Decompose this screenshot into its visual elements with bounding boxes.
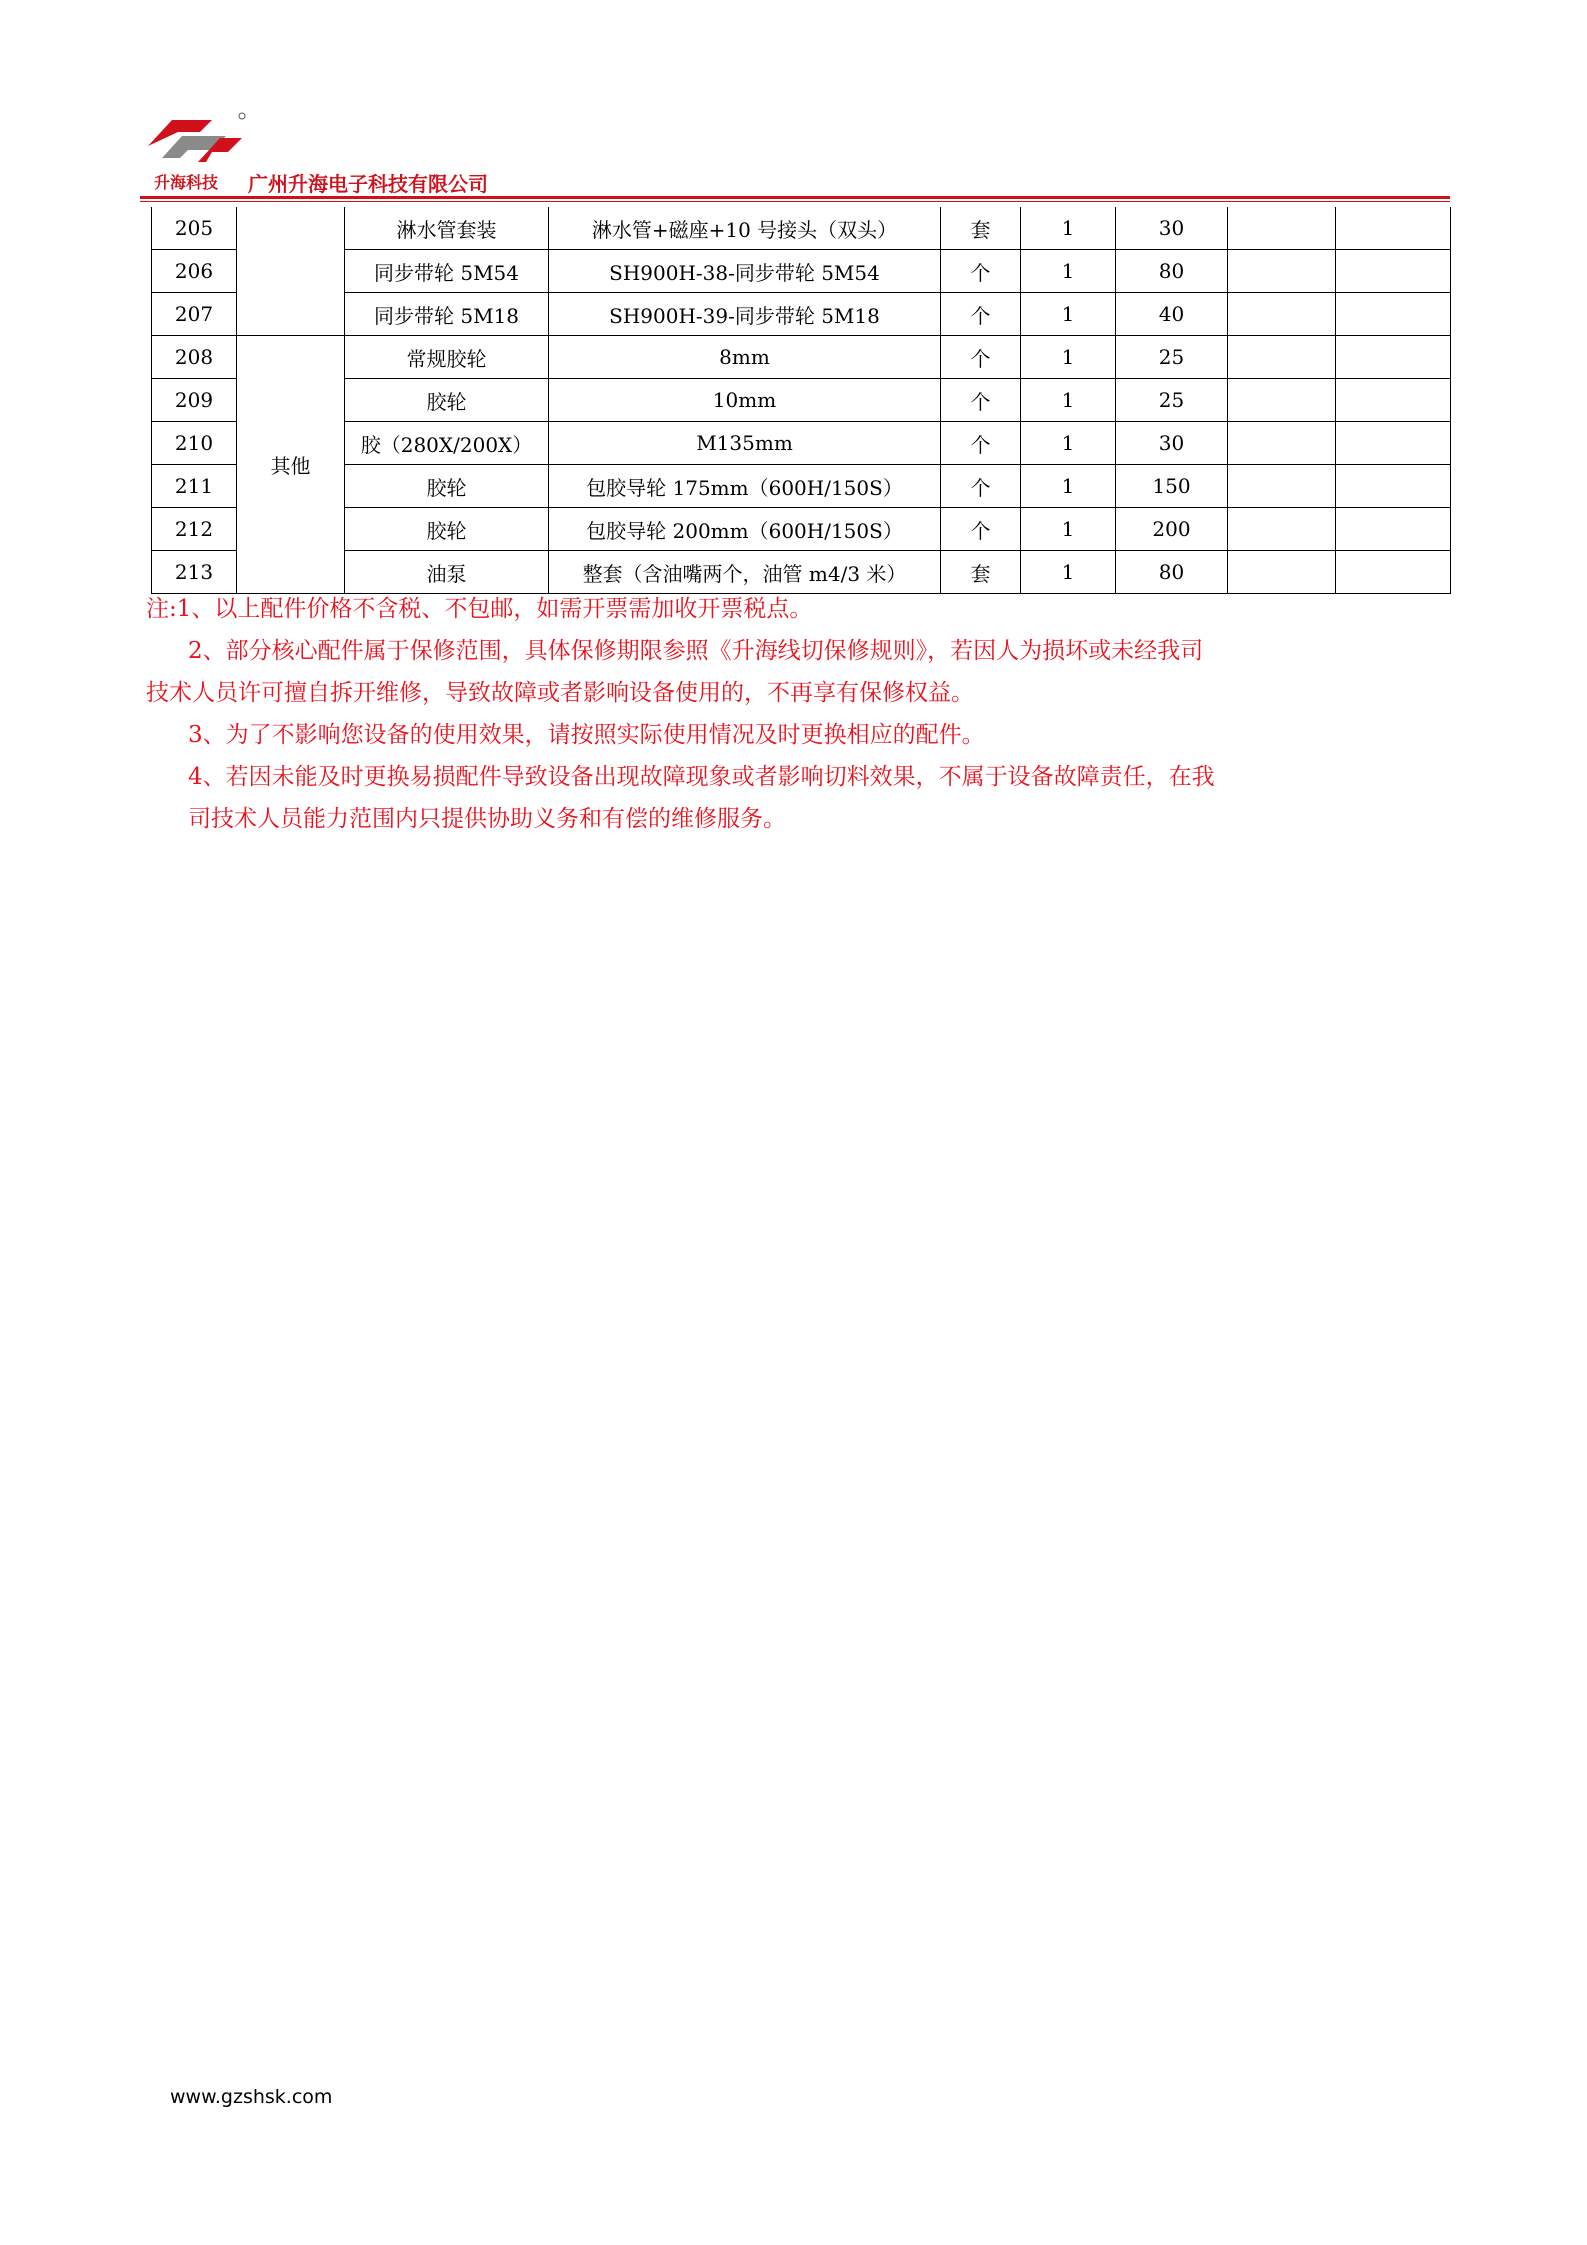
cell-unit: 套 bbox=[941, 207, 1021, 250]
logo-mark-icon bbox=[142, 108, 246, 172]
table-row bbox=[152, 336, 1451, 379]
table-row bbox=[152, 207, 1451, 250]
cell-name: 油泵 bbox=[345, 551, 549, 594]
cell-spec: SH900H-38-同步带轮 5M54 bbox=[549, 250, 941, 293]
cell-extra bbox=[1336, 250, 1451, 293]
notes-section bbox=[146, 588, 1446, 840]
cell-unit: 个 bbox=[941, 250, 1021, 293]
cell-qty: 1 bbox=[1021, 336, 1116, 379]
cell-no: 208 bbox=[152, 336, 237, 379]
company-name: 广州升海电子科技有限公司 bbox=[248, 172, 488, 196]
cell-price: 30 bbox=[1116, 422, 1228, 465]
cell-qty: 1 bbox=[1021, 379, 1116, 422]
header-rule bbox=[140, 196, 1450, 199]
cell-unit: 套 bbox=[941, 551, 1021, 594]
cell-no: 205 bbox=[152, 207, 237, 250]
cell-category bbox=[237, 207, 345, 336]
cell-no: 209 bbox=[152, 379, 237, 422]
cell-name: 胶轮 bbox=[345, 379, 549, 422]
table-row bbox=[152, 465, 1451, 508]
cell-no: 206 bbox=[152, 250, 237, 293]
table-row bbox=[152, 379, 1451, 422]
cell-name: 胶轮 bbox=[345, 465, 549, 508]
cell-qty: 1 bbox=[1021, 207, 1116, 250]
cell-extra bbox=[1228, 336, 1336, 379]
cell-no: 213 bbox=[152, 551, 237, 594]
cell-name: 淋水管套装 bbox=[345, 207, 549, 250]
cell-unit: 个 bbox=[941, 293, 1021, 336]
cell-qty: 1 bbox=[1021, 293, 1116, 336]
cell-extra bbox=[1336, 293, 1451, 336]
cell-extra bbox=[1228, 207, 1336, 250]
cell-name: 同步带轮 5M18 bbox=[345, 293, 549, 336]
cell-name: 胶（280X/200X） bbox=[345, 422, 549, 465]
cell-extra bbox=[1228, 465, 1336, 508]
cell-extra bbox=[1228, 422, 1336, 465]
note-4-line-1: 4、若因未能及时更换易损配件导致设备出现故障现象或者影响切料效果，不属于设备故障责任，在我 bbox=[188, 764, 1215, 790]
cell-name: 胶轮 bbox=[345, 508, 549, 551]
cell-unit: 个 bbox=[941, 379, 1021, 422]
note-1: 注:1、以上配件价格不含税、不包邮，如需开票需加收开票税点。 bbox=[146, 596, 813, 622]
table-row bbox=[152, 293, 1451, 336]
page-header bbox=[140, 108, 1450, 218]
cell-qty: 1 bbox=[1021, 465, 1116, 508]
cell-price: 25 bbox=[1116, 379, 1228, 422]
cell-price: 25 bbox=[1116, 336, 1228, 379]
cell-extra bbox=[1228, 508, 1336, 551]
header-rule-thin bbox=[140, 201, 1450, 202]
table-row bbox=[152, 250, 1451, 293]
note-4-line-2: 司技术人员能力范围内只提供协助义务和有偿的维修服务。 bbox=[188, 806, 786, 832]
cell-spec: 整套（含油嘴两个，油管 m4/3 米） bbox=[549, 551, 941, 594]
cell-price: 80 bbox=[1116, 250, 1228, 293]
cell-category-other: 其他 bbox=[237, 336, 345, 594]
cell-unit: 个 bbox=[941, 508, 1021, 551]
cell-qty: 1 bbox=[1021, 551, 1116, 594]
cell-extra bbox=[1228, 293, 1336, 336]
cell-spec: 8mm bbox=[549, 336, 941, 379]
cell-spec: 10mm bbox=[549, 379, 941, 422]
cell-qty: 1 bbox=[1021, 422, 1116, 465]
cell-unit: 个 bbox=[941, 336, 1021, 379]
note-2-line-2: 技术人员许可擅自拆开维修，导致故障或者影响设备使用的，不再享有保修权益。 bbox=[146, 680, 974, 706]
cell-extra bbox=[1336, 465, 1451, 508]
note-3: 3、为了不影响您设备的使用效果，请按照实际使用情况及时更换相应的配件。 bbox=[188, 722, 985, 748]
cell-extra bbox=[1336, 379, 1451, 422]
cell-spec: 淋水管+磁座+10 号接头（双头） bbox=[549, 207, 941, 250]
cell-name: 同步带轮 5M54 bbox=[345, 250, 549, 293]
cell-qty: 1 bbox=[1021, 508, 1116, 551]
cell-unit: 个 bbox=[941, 465, 1021, 508]
cell-spec: 包胶导轮 175mm（600H/150S） bbox=[549, 465, 941, 508]
cell-unit: 个 bbox=[941, 422, 1021, 465]
footer-website: www.gzshsk.com bbox=[170, 2086, 333, 2108]
cell-spec: M135mm bbox=[549, 422, 941, 465]
cell-extra bbox=[1228, 250, 1336, 293]
note-2-line-1: 2、部分核心配件属于保修范围，具体保修期限参照《升海线切保修规则》，若因人为损坏或未经我司 bbox=[188, 638, 1204, 664]
cell-spec: 包胶导轮 200mm（600H/150S） bbox=[549, 508, 941, 551]
cell-extra bbox=[1336, 422, 1451, 465]
cell-price: 150 bbox=[1116, 465, 1228, 508]
cell-qty: 1 bbox=[1021, 250, 1116, 293]
cell-price: 80 bbox=[1116, 551, 1228, 594]
cell-no: 207 bbox=[152, 293, 237, 336]
cell-price: 30 bbox=[1116, 207, 1228, 250]
logo-text: 升海科技 bbox=[154, 173, 219, 192]
cell-no: 212 bbox=[152, 508, 237, 551]
cell-extra bbox=[1336, 508, 1451, 551]
cell-price: 200 bbox=[1116, 508, 1228, 551]
cell-extra bbox=[1336, 336, 1451, 379]
cell-extra bbox=[1336, 207, 1451, 250]
cell-spec: SH900H-39-同步带轮 5M18 bbox=[549, 293, 941, 336]
cell-price: 40 bbox=[1116, 293, 1228, 336]
table-row bbox=[152, 422, 1451, 465]
table-row bbox=[152, 508, 1451, 551]
cell-no: 210 bbox=[152, 422, 237, 465]
parts-price-table bbox=[151, 207, 1451, 594]
cell-name: 常规胶轮 bbox=[345, 336, 549, 379]
cell-extra bbox=[1228, 379, 1336, 422]
cell-no: 211 bbox=[152, 465, 237, 508]
